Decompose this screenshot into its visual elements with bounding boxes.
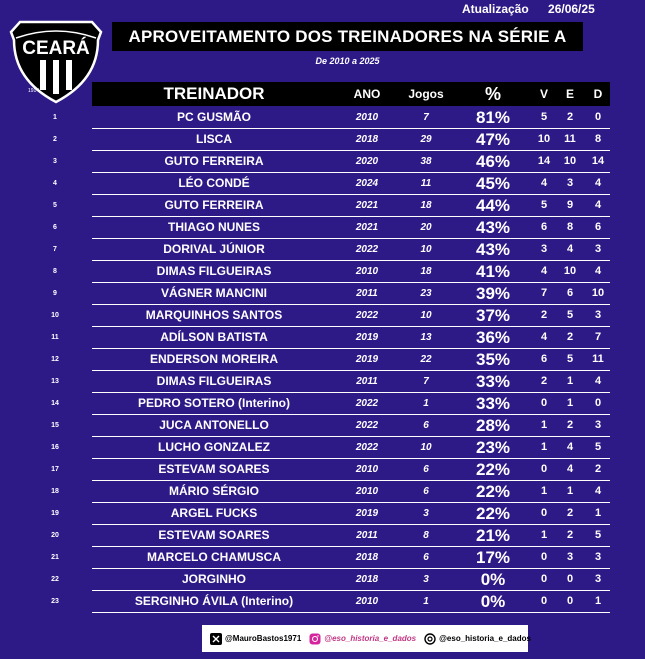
row-games: 1	[423, 398, 429, 409]
table-row	[0, 305, 645, 327]
row-pct: 17%	[475, 548, 511, 567]
row-games: 7	[423, 112, 429, 123]
coach-table	[0, 107, 645, 613]
x-link[interactable]	[210, 633, 301, 645]
table-row	[0, 503, 645, 525]
row-wins: 0	[540, 397, 548, 409]
row-wins: 1	[540, 485, 548, 497]
row-games: 20	[420, 222, 432, 233]
row-rank: 8	[53, 268, 57, 275]
table-row	[0, 151, 645, 173]
row-draws: 8	[566, 221, 574, 233]
row-wins: 4	[540, 177, 548, 189]
instagram-link[interactable]	[309, 633, 416, 645]
row-year: 2022	[355, 398, 379, 409]
row-games: 1	[423, 596, 429, 607]
row-losses: 3	[594, 551, 602, 563]
table-row	[0, 547, 645, 569]
row-losses: 0	[594, 397, 602, 409]
x-icon	[210, 633, 222, 645]
row-year: 2019	[355, 508, 379, 519]
row-draws: 2	[566, 529, 574, 541]
row-rank: 22	[51, 576, 59, 583]
row-pct: 33%	[475, 394, 511, 413]
row-losses: 0	[594, 111, 602, 123]
row-rank: 18	[51, 488, 59, 495]
table-row	[0, 525, 645, 547]
header-e: E	[565, 87, 574, 101]
row-draws: 2	[566, 331, 574, 343]
row-coach: MARCELO CHAMUSCA	[147, 550, 281, 564]
row-pct: 46%	[475, 152, 511, 171]
table-row	[0, 393, 645, 415]
row-coach: LISCA	[196, 132, 232, 146]
row-losses: 3	[594, 243, 602, 255]
row-draws: 1	[566, 375, 574, 387]
row-pct: 0%	[480, 570, 506, 589]
table-row	[0, 371, 645, 393]
row-losses: 10	[591, 287, 605, 299]
row-wins: 1	[540, 529, 548, 541]
row-coach: ENDERSON MOREIRA	[149, 352, 278, 366]
row-draws: 11	[564, 133, 576, 145]
row-year: 2020	[355, 156, 379, 167]
row-wins: 5	[540, 199, 548, 211]
row-draws: 1	[566, 397, 574, 409]
row-games: 6	[423, 486, 429, 497]
row-coach: DORIVAL JÚNIOR	[163, 242, 265, 256]
row-coach: DIMAS FILGUEIRAS	[156, 374, 272, 388]
table-row	[0, 195, 645, 217]
row-year: 2021	[355, 200, 379, 211]
header-year: ANO	[353, 87, 381, 101]
row-losses: 5	[594, 441, 602, 453]
row-draws: 0	[566, 595, 574, 607]
row-rank: 13	[51, 378, 59, 385]
row-wins: 2	[540, 375, 548, 387]
row-draws: 3	[566, 177, 574, 189]
table-row	[0, 349, 645, 371]
row-draws: 10	[563, 155, 577, 167]
update-date: 26/06/25	[548, 2, 595, 16]
row-wins: 7	[540, 287, 548, 299]
update-info	[462, 2, 595, 16]
row-rank: 17	[51, 466, 59, 473]
table-row	[0, 327, 645, 349]
row-draws: 5	[566, 309, 574, 321]
row-year: 2010	[355, 596, 379, 607]
row-draws: 3	[566, 551, 574, 563]
table-row	[0, 129, 645, 151]
header-games: Jogos	[408, 87, 444, 101]
row-games: 13	[420, 332, 432, 343]
row-coach: DIMAS FILGUEIRAS	[156, 264, 272, 278]
threads-link[interactable]	[424, 633, 531, 645]
row-wins: 0	[540, 573, 548, 585]
row-coach: ADÍLSON BATISTA	[160, 330, 268, 344]
row-draws: 10	[563, 265, 577, 277]
row-rank: 7	[53, 246, 57, 253]
row-draws: 4	[566, 441, 574, 453]
instagram-icon	[309, 633, 321, 645]
row-pct: 37%	[475, 306, 511, 325]
row-losses: 4	[594, 265, 602, 277]
row-losses: 11	[592, 353, 604, 365]
social-footer	[202, 625, 531, 652]
row-rank: 14	[51, 400, 59, 407]
row-wins: 1	[540, 419, 548, 431]
header-d: D	[593, 87, 603, 101]
row-games: 22	[420, 354, 432, 365]
row-year: 2011	[356, 376, 378, 387]
row-wins: 0	[540, 507, 548, 519]
row-pct: 47%	[475, 130, 511, 149]
table-row	[0, 415, 645, 437]
row-pct: 45%	[475, 174, 511, 193]
table-header	[92, 82, 610, 106]
row-year: 2018	[355, 552, 379, 563]
row-rank: 16	[51, 444, 59, 451]
instagram-handle: @eso_historia_e_dados	[324, 634, 417, 643]
row-year: 2022	[355, 442, 379, 453]
row-rank: 15	[51, 422, 59, 429]
row-losses: 7	[594, 331, 602, 343]
row-rank: 1	[53, 114, 57, 121]
threads-handle: @eso_historia_e_dados	[439, 634, 531, 643]
row-rank: 10	[51, 312, 59, 319]
row-losses: 1	[594, 595, 602, 607]
row-wins: 0	[540, 463, 548, 475]
row-year: 2010	[355, 486, 379, 497]
row-year: 2018	[355, 134, 379, 145]
row-coach: PC GUSMÃO	[176, 110, 251, 124]
row-rank: 21	[51, 554, 59, 561]
header-coach: TREINADOR	[163, 84, 265, 103]
row-draws: 5	[566, 353, 574, 365]
row-games: 18	[420, 266, 432, 277]
row-divider	[92, 612, 610, 613]
row-year: 2010	[355, 464, 379, 475]
row-wins: 4	[540, 331, 548, 343]
row-coach: JORGINHO	[181, 572, 246, 586]
table-row	[0, 261, 645, 283]
row-draws: 0	[566, 573, 574, 585]
row-coach: SERGINHO ÁVILA (Interino)	[134, 594, 294, 608]
row-draws: 2	[566, 111, 574, 123]
row-losses: 2	[594, 463, 602, 475]
row-games: 3	[423, 574, 429, 585]
row-pct: 81%	[475, 108, 511, 127]
row-rank: 11	[51, 334, 59, 341]
row-losses: 8	[594, 133, 602, 145]
x-handle: @MauroBastos1971	[225, 634, 302, 643]
row-rank: 20	[51, 532, 59, 539]
row-losses: 6	[594, 221, 602, 233]
row-losses: 3	[594, 419, 602, 431]
row-rank: 3	[53, 158, 57, 165]
row-games: 6	[423, 464, 429, 475]
row-rank: 6	[53, 224, 57, 231]
row-pct: 21%	[475, 526, 511, 545]
row-losses: 3	[594, 573, 602, 585]
row-wins: 0	[540, 551, 548, 563]
row-games: 10	[420, 310, 432, 321]
page-title: APROVEITAMENTO DOS TREINADORES NA SÉRIE A	[112, 22, 583, 51]
row-coach: GUTO FERREIRA	[164, 154, 264, 168]
row-wins: 14	[537, 155, 551, 167]
row-games: 6	[423, 552, 429, 563]
row-coach: ARGEL FUCKS	[170, 506, 258, 520]
table-row	[0, 239, 645, 261]
row-year: 2024	[355, 178, 379, 189]
page-subtitle: De 2010 a 2025	[315, 56, 380, 66]
row-wins: 3	[540, 243, 548, 255]
row-pct: 36%	[475, 328, 511, 347]
row-coach: PEDRO SOTERO (Interino)	[137, 396, 290, 410]
row-wins: 6	[540, 353, 548, 365]
row-wins: 10	[537, 133, 551, 145]
row-wins: 0	[540, 595, 548, 607]
row-losses: 4	[594, 375, 602, 387]
row-year: 2011	[356, 288, 378, 299]
table-row	[0, 283, 645, 305]
row-pct: 22%	[475, 482, 511, 501]
crest-text: CEARÁ	[22, 38, 90, 59]
club-crest	[6, 18, 106, 104]
threads-icon	[424, 633, 436, 645]
row-games: 8	[423, 530, 429, 541]
row-losses: 3	[594, 309, 602, 321]
row-coach: ESTEVAM SOARES	[158, 462, 270, 476]
table-row	[0, 569, 645, 591]
table-row	[0, 591, 645, 613]
row-draws: 2	[566, 419, 574, 431]
row-year: 2019	[355, 354, 379, 365]
row-losses: 4	[594, 177, 602, 189]
header-pct: %	[484, 84, 501, 104]
row-year: 2021	[355, 222, 379, 233]
row-coach: MARQUINHOS SANTOS	[145, 308, 283, 322]
row-games: 3	[423, 508, 429, 519]
row-draws: 6	[566, 287, 574, 299]
row-rank: 2	[53, 136, 57, 143]
row-rank: 12	[51, 356, 59, 363]
row-pct: 39%	[475, 284, 511, 303]
row-draws: 2	[566, 507, 574, 519]
row-year: 2019	[355, 332, 379, 343]
row-wins: 6	[540, 221, 548, 233]
row-year: 2010	[355, 112, 379, 123]
row-coach: THIAGO NUNES	[167, 220, 260, 234]
row-wins: 1	[540, 441, 548, 453]
table-row	[0, 173, 645, 195]
row-games: 29	[420, 134, 432, 145]
row-year: 2022	[355, 420, 379, 431]
table-row	[0, 437, 645, 459]
row-coach: JUCA ANTONELLO	[159, 418, 269, 432]
row-losses: 4	[594, 199, 602, 211]
row-rank: 19	[51, 510, 59, 517]
row-draws: 9	[566, 199, 574, 211]
table-row	[0, 107, 645, 129]
row-games: 10	[420, 442, 432, 453]
table-row	[0, 459, 645, 481]
row-games: 38	[420, 156, 432, 167]
row-games: 18	[420, 200, 432, 211]
row-wins: 5	[540, 111, 548, 123]
row-pct: 35%	[475, 350, 511, 369]
row-rank: 23	[51, 598, 59, 605]
table-row	[0, 481, 645, 503]
header-v: V	[539, 87, 548, 101]
row-pct: 43%	[475, 218, 511, 237]
row-losses: 14	[591, 155, 605, 167]
row-coach: MÁRIO SÉRGIO	[168, 484, 259, 498]
row-draws: 4	[566, 243, 574, 255]
row-losses: 1	[594, 507, 602, 519]
row-pct: 44%	[475, 196, 511, 215]
row-games: 10	[420, 244, 432, 255]
row-pct: 28%	[475, 416, 511, 435]
row-pct: 0%	[480, 592, 506, 611]
row-year: 2022	[355, 244, 379, 255]
row-rank: 9	[53, 290, 57, 297]
row-pct: 33%	[475, 372, 511, 391]
row-year: 2011	[356, 530, 378, 541]
row-coach: VÁGNER MANCINI	[160, 286, 267, 300]
row-year: 2018	[355, 574, 379, 585]
row-losses: 4	[594, 485, 602, 497]
row-games: 23	[420, 288, 432, 299]
row-year: 2022	[355, 310, 379, 321]
row-wins: 4	[540, 265, 548, 277]
row-pct: 23%	[475, 438, 511, 457]
row-losses: 5	[594, 529, 602, 541]
row-coach: GUTO FERREIRA	[164, 198, 264, 212]
row-draws: 1	[566, 485, 574, 497]
row-coach: LUCHO GONZALEZ	[158, 440, 270, 454]
row-rank: 5	[53, 202, 57, 209]
row-year: 2010	[355, 266, 379, 277]
update-label: Atualização	[462, 2, 529, 16]
row-coach: LÉO CONDÉ	[178, 176, 250, 190]
row-pct: 22%	[475, 460, 511, 479]
row-rank: 4	[53, 180, 57, 187]
crest-year: 1914	[28, 88, 40, 94]
row-games: 6	[423, 420, 429, 431]
row-pct: 22%	[475, 504, 511, 523]
row-coach: ESTEVAM SOARES	[158, 528, 270, 542]
row-games: 7	[423, 376, 429, 387]
row-wins: 2	[540, 309, 548, 321]
row-games: 11	[420, 178, 432, 189]
row-draws: 4	[566, 463, 574, 475]
row-pct: 43%	[475, 240, 511, 259]
table-row	[0, 217, 645, 239]
row-pct: 41%	[475, 262, 511, 281]
